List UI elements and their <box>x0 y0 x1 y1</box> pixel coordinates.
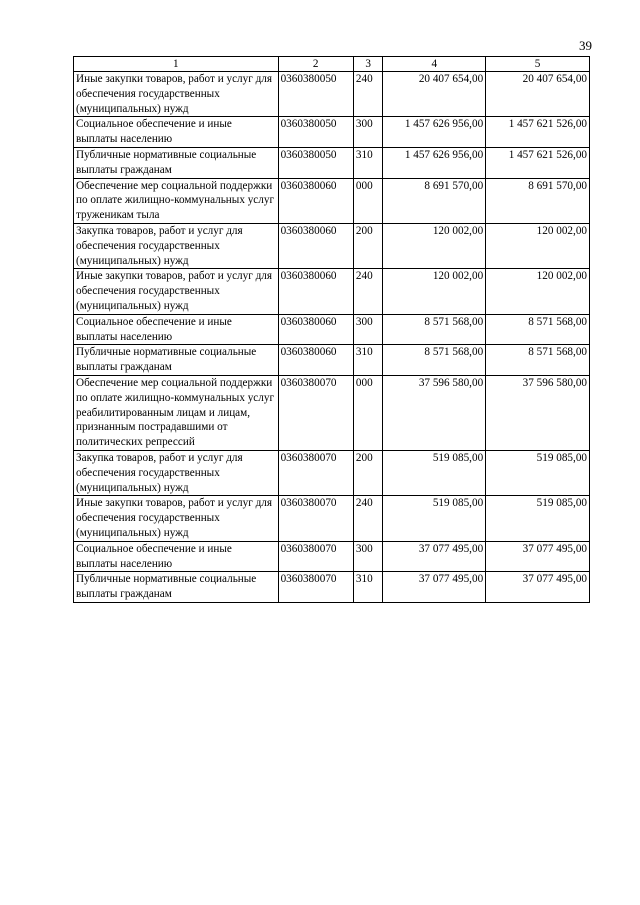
row-sum-col4: 519 085,00 <box>383 496 486 541</box>
row-sum-col5: 8 571 568,00 <box>486 314 590 345</box>
table-row <box>74 72 590 117</box>
row-type: 240 <box>353 269 383 314</box>
row-sum-col4: 519 085,00 <box>383 450 486 495</box>
row-type: 240 <box>353 496 383 541</box>
row-sum-col5: 120 002,00 <box>486 269 590 314</box>
row-type: 200 <box>353 223 383 268</box>
row-type: 000 <box>353 375 383 450</box>
table-row <box>74 572 590 603</box>
row-sum-col4: 8 571 568,00 <box>383 345 486 376</box>
budget-table <box>73 56 590 603</box>
row-code: 0360380070 <box>278 450 353 495</box>
row-code: 0360380060 <box>278 314 353 345</box>
row-type: 300 <box>353 117 383 148</box>
row-sum-col4: 20 407 654,00 <box>383 72 486 117</box>
row-sum-col5: 519 085,00 <box>486 450 590 495</box>
page-number: 39 <box>579 38 592 53</box>
row-sum-col5: 519 085,00 <box>486 496 590 541</box>
table-row <box>74 450 590 495</box>
row-sum-col4: 120 002,00 <box>383 269 486 314</box>
row-code: 0360380070 <box>278 541 353 572</box>
table-row <box>74 541 590 572</box>
row-name: Закупка товаров, работ и услуг для обеспечения государственных (муниципальных) нужд <box>74 450 279 495</box>
table-row <box>74 269 590 314</box>
row-sum-col4: 8 571 568,00 <box>383 314 486 345</box>
row-name: Обеспечение мер социальной поддержки по оплате жилищно-коммунальных услуг труженикам тыла <box>74 178 279 223</box>
row-name: Иные закупки товаров, работ и услуг для обеспечения государственных (муниципальных) нужд <box>74 496 279 541</box>
row-code: 0360380070 <box>278 496 353 541</box>
table-row <box>74 178 590 223</box>
header-cell-2: 2 <box>278 57 353 72</box>
row-name: Социальное обеспечение и иные выплаты населению <box>74 117 279 148</box>
header-row <box>74 57 590 72</box>
header-cell-1: 1 <box>74 57 279 72</box>
row-name: Публичные нормативные социальные выплаты гражданам <box>74 572 279 603</box>
row-name: Обеспечение мер социальной поддержки по оплате жилищно-коммунальных услуг реабилитированным лицам и лицам, признанным пострадавшими от политических репрессий <box>74 375 279 450</box>
row-type: 240 <box>353 72 383 117</box>
row-type: 310 <box>353 345 383 376</box>
row-code: 0360380070 <box>278 375 353 450</box>
row-name: Социальное обеспечение и иные выплаты населению <box>74 541 279 572</box>
row-type: 310 <box>353 147 383 178</box>
row-sum-col5: 37 077 495,00 <box>486 572 590 603</box>
row-sum-col5: 37 596 580,00 <box>486 375 590 450</box>
row-sum-col4: 37 596 580,00 <box>383 375 486 450</box>
row-code: 0360380060 <box>278 345 353 376</box>
header-cell-5: 5 <box>486 57 590 72</box>
row-code: 0360380060 <box>278 223 353 268</box>
row-sum-col5: 20 407 654,00 <box>486 72 590 117</box>
row-code: 0360380050 <box>278 72 353 117</box>
table-row <box>74 375 590 450</box>
row-name: Закупка товаров, работ и услуг для обеспечения государственных (муниципальных) нужд <box>74 223 279 268</box>
row-sum-col4: 1 457 626 956,00 <box>383 147 486 178</box>
row-type: 310 <box>353 572 383 603</box>
table-row <box>74 147 590 178</box>
row-sum-col4: 37 077 495,00 <box>383 541 486 572</box>
row-code: 0360380050 <box>278 117 353 148</box>
row-code: 0360380060 <box>278 178 353 223</box>
row-sum-col5: 1 457 621 526,00 <box>486 117 590 148</box>
row-sum-col4: 120 002,00 <box>383 223 486 268</box>
table-row <box>74 117 590 148</box>
row-sum-col5: 37 077 495,00 <box>486 541 590 572</box>
row-sum-col5: 120 002,00 <box>486 223 590 268</box>
row-code: 0360380070 <box>278 572 353 603</box>
row-type: 300 <box>353 541 383 572</box>
row-code: 0360380060 <box>278 269 353 314</box>
table-row <box>74 223 590 268</box>
row-sum-col4: 37 077 495,00 <box>383 572 486 603</box>
row-sum-col5: 1 457 621 526,00 <box>486 147 590 178</box>
row-name: Иные закупки товаров, работ и услуг для обеспечения государственных (муниципальных) нужд <box>74 72 279 117</box>
table-row <box>74 314 590 345</box>
row-sum-col4: 8 691 570,00 <box>383 178 486 223</box>
row-code: 0360380050 <box>278 147 353 178</box>
row-sum-col5: 8 691 570,00 <box>486 178 590 223</box>
row-sum-col5: 8 571 568,00 <box>486 345 590 376</box>
row-name: Публичные нормативные социальные выплаты гражданам <box>74 147 279 178</box>
header-cell-3: 3 <box>353 57 383 72</box>
row-name: Социальное обеспечение и иные выплаты населению <box>74 314 279 345</box>
row-type: 000 <box>353 178 383 223</box>
table-row <box>74 496 590 541</box>
row-sum-col4: 1 457 626 956,00 <box>383 117 486 148</box>
row-type: 300 <box>353 314 383 345</box>
row-name: Иные закупки товаров, работ и услуг для обеспечения государственных (муниципальных) нужд <box>74 269 279 314</box>
row-type: 200 <box>353 450 383 495</box>
header-cell-4: 4 <box>383 57 486 72</box>
table-row <box>74 345 590 376</box>
row-name: Публичные нормативные социальные выплаты гражданам <box>74 345 279 376</box>
